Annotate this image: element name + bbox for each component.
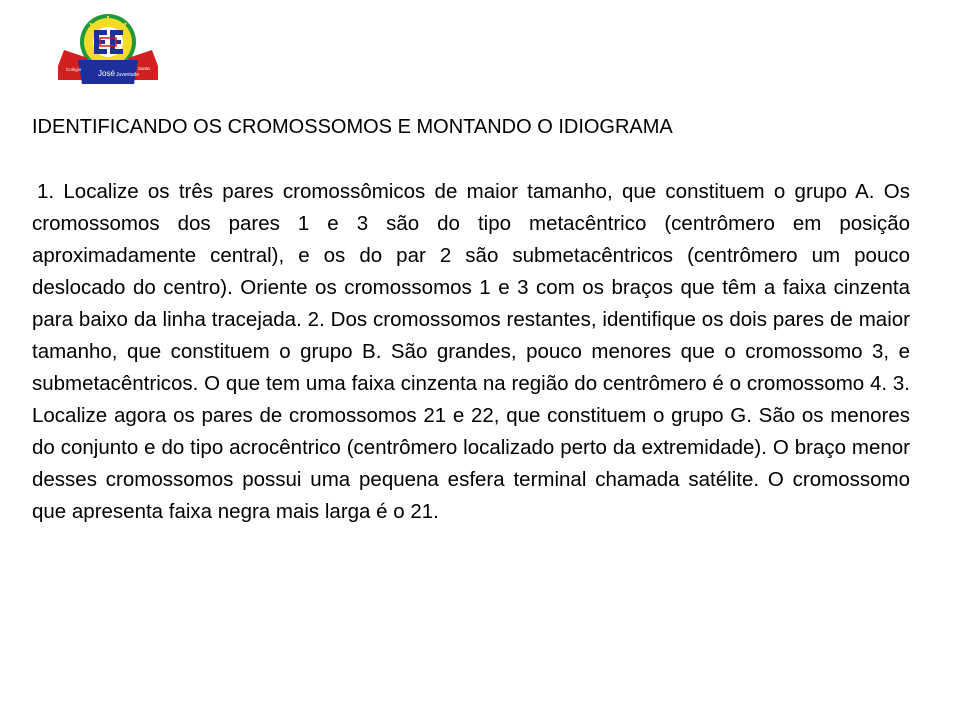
logo-right-text-2: Juventude — [116, 72, 140, 78]
logo-banner-text: José — [98, 69, 115, 78]
school-logo — [54, 8, 162, 88]
body-paragraph: 1. Localize os três pares cromossômicos de maior tamanho, que constituem o grupo A. Os cromossomos dos pares 1 e 3 são do tipo metacêntrico (centrômero em posição aproximadamente central), e os do par 2 são submetacêntricos (centrômero um pouco deslocado do centro). Oriente os cromossomos 1 e 3 com os braços que têm a faixa cinzenta para baixo da linha tracejada. 2. Dos cromossomos restantes, identifique os dois pares de maior tamanho, que constituem o grupo B. São grandes, pouco menores que o cromossomo 3, e submetacêntricos. O que tem uma faixa cinzenta na região do centrômero é o cromossomo 4. 3. Localize agora os pares de cromossomos 21 e 22, que constituem o grupo G. São os menores do conjunto e do tipo acrocêntrico (centrômero localizado perto da extremidade). O braço menor desses cromossomos possui uma pequena esfera terminal chamada satélite. O cromossomo que apresenta faixa negra mais larga é o 21. — [32, 180, 910, 523]
school-emblem-icon — [54, 8, 162, 88]
page-title: IDENTIFICANDO OS CROMOSSOMOS E MONTANDO O IDIOGRAMA — [32, 116, 673, 138]
logo-right-text-1: Santa — [138, 66, 150, 71]
logo-left-text: Colégio — [66, 67, 82, 72]
